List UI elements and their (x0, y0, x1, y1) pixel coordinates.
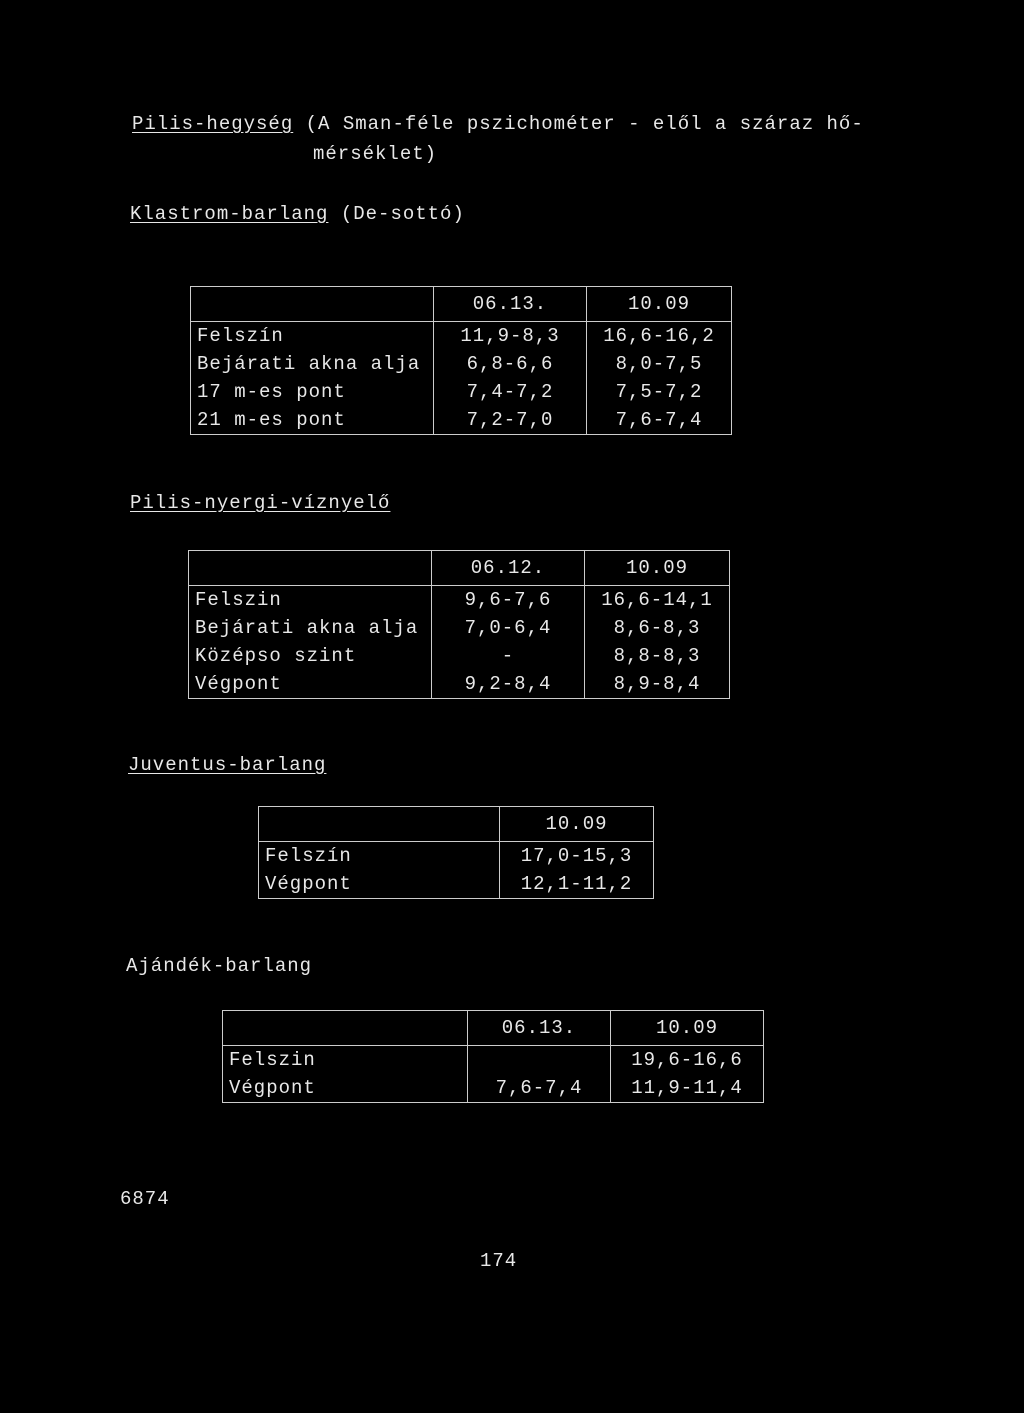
cell-value: 11,9-11,4 (611, 1074, 764, 1103)
section-subtitle: (De-sottó) (340, 203, 465, 225)
section-heading-ajandek: Ajándék-barlang (126, 955, 313, 977)
table-row (189, 614, 730, 642)
cell-value: 8,8-8,3 (585, 642, 730, 670)
table-row (189, 670, 730, 699)
section-heading-klastrom (130, 203, 465, 225)
row-label: Végpont (189, 670, 432, 699)
table-ajandek (222, 1010, 764, 1103)
row-label: Középso szint (189, 642, 432, 670)
column-header: 06.13. (434, 287, 587, 322)
section-heading-juventus: Juventus-barlang (128, 754, 327, 776)
cell-value: 17,0-15,3 (500, 842, 654, 871)
table-row (191, 378, 732, 406)
header-blank-cell (223, 1011, 468, 1046)
table-row (223, 1074, 764, 1103)
row-label: Felszin (223, 1046, 468, 1075)
column-header: 10.09 (500, 807, 654, 842)
table-row (189, 586, 730, 615)
row-label: 17 m-es pont (191, 378, 434, 406)
table-header-row (189, 551, 730, 586)
table-header-row (191, 287, 732, 322)
cell-value: 9,2-8,4 (432, 670, 585, 699)
title-description: (A Sman-féle pszichométer - elől a száraz hő- (305, 113, 864, 135)
column-header: 10.09 (585, 551, 730, 586)
cell-value: 8,0-7,5 (587, 350, 732, 378)
row-label: Végpont (223, 1074, 468, 1103)
column-header: 10.09 (611, 1011, 764, 1046)
cell-value: 7,0-6,4 (432, 614, 585, 642)
section-title: Klastrom-barlang (130, 203, 329, 225)
cell-value: 16,6-16,2 (587, 322, 732, 351)
header-blank-cell (189, 551, 432, 586)
table-header-row (259, 807, 654, 842)
table-row (189, 642, 730, 670)
header-blank-cell (191, 287, 434, 322)
row-label: Bejárati akna alja (189, 614, 432, 642)
table-klastrom (190, 286, 732, 435)
cell-value: 11,9-8,3 (434, 322, 587, 351)
row-label: Bejárati akna alja (191, 350, 434, 378)
row-label: Végpont (259, 870, 500, 899)
document-code: 6874 (120, 1188, 170, 1210)
cell-value (468, 1046, 611, 1075)
table-row (191, 322, 732, 351)
table-row (259, 842, 654, 871)
table-row (223, 1046, 764, 1075)
section-heading-pilis-nyergi: Pilis-nyergi-víznyelő (130, 492, 391, 514)
header-blank-cell (259, 807, 500, 842)
cell-value: 8,9-8,4 (585, 670, 730, 699)
cell-value: 7,4-7,2 (434, 378, 587, 406)
cell-value: 7,2-7,0 (434, 406, 587, 435)
column-header: 10.09 (587, 287, 732, 322)
title-region: Pilis-hegység (132, 113, 294, 135)
row-label: Felszin (189, 586, 432, 615)
row-label: Felszín (191, 322, 434, 351)
title-continuation: mérséklet) (313, 143, 438, 165)
cell-value: 8,6-8,3 (585, 614, 730, 642)
row-label: 21 m-es pont (191, 406, 434, 435)
table-pilis-nyergi (188, 550, 730, 699)
cell-value: 7,5-7,2 (587, 378, 732, 406)
cell-value: 7,6-7,4 (468, 1074, 611, 1103)
cell-value: 12,1-11,2 (500, 870, 654, 899)
page-number: 174 (480, 1250, 518, 1272)
cell-value: 6,8-6,6 (434, 350, 587, 378)
cell-value: 16,6-14,1 (585, 586, 730, 615)
cell-value: - (432, 642, 585, 670)
row-label: Felszín (259, 842, 500, 871)
column-header: 06.13. (468, 1011, 611, 1046)
table-row (191, 350, 732, 378)
table-header-row (223, 1011, 764, 1046)
table-juventus (258, 806, 654, 899)
cell-value: 19,6-16,6 (611, 1046, 764, 1075)
document-title (132, 113, 864, 135)
cell-value: 7,6-7,4 (587, 406, 732, 435)
column-header: 06.12. (432, 551, 585, 586)
table-row (191, 406, 732, 435)
table-row (259, 870, 654, 899)
cell-value: 9,6-7,6 (432, 586, 585, 615)
